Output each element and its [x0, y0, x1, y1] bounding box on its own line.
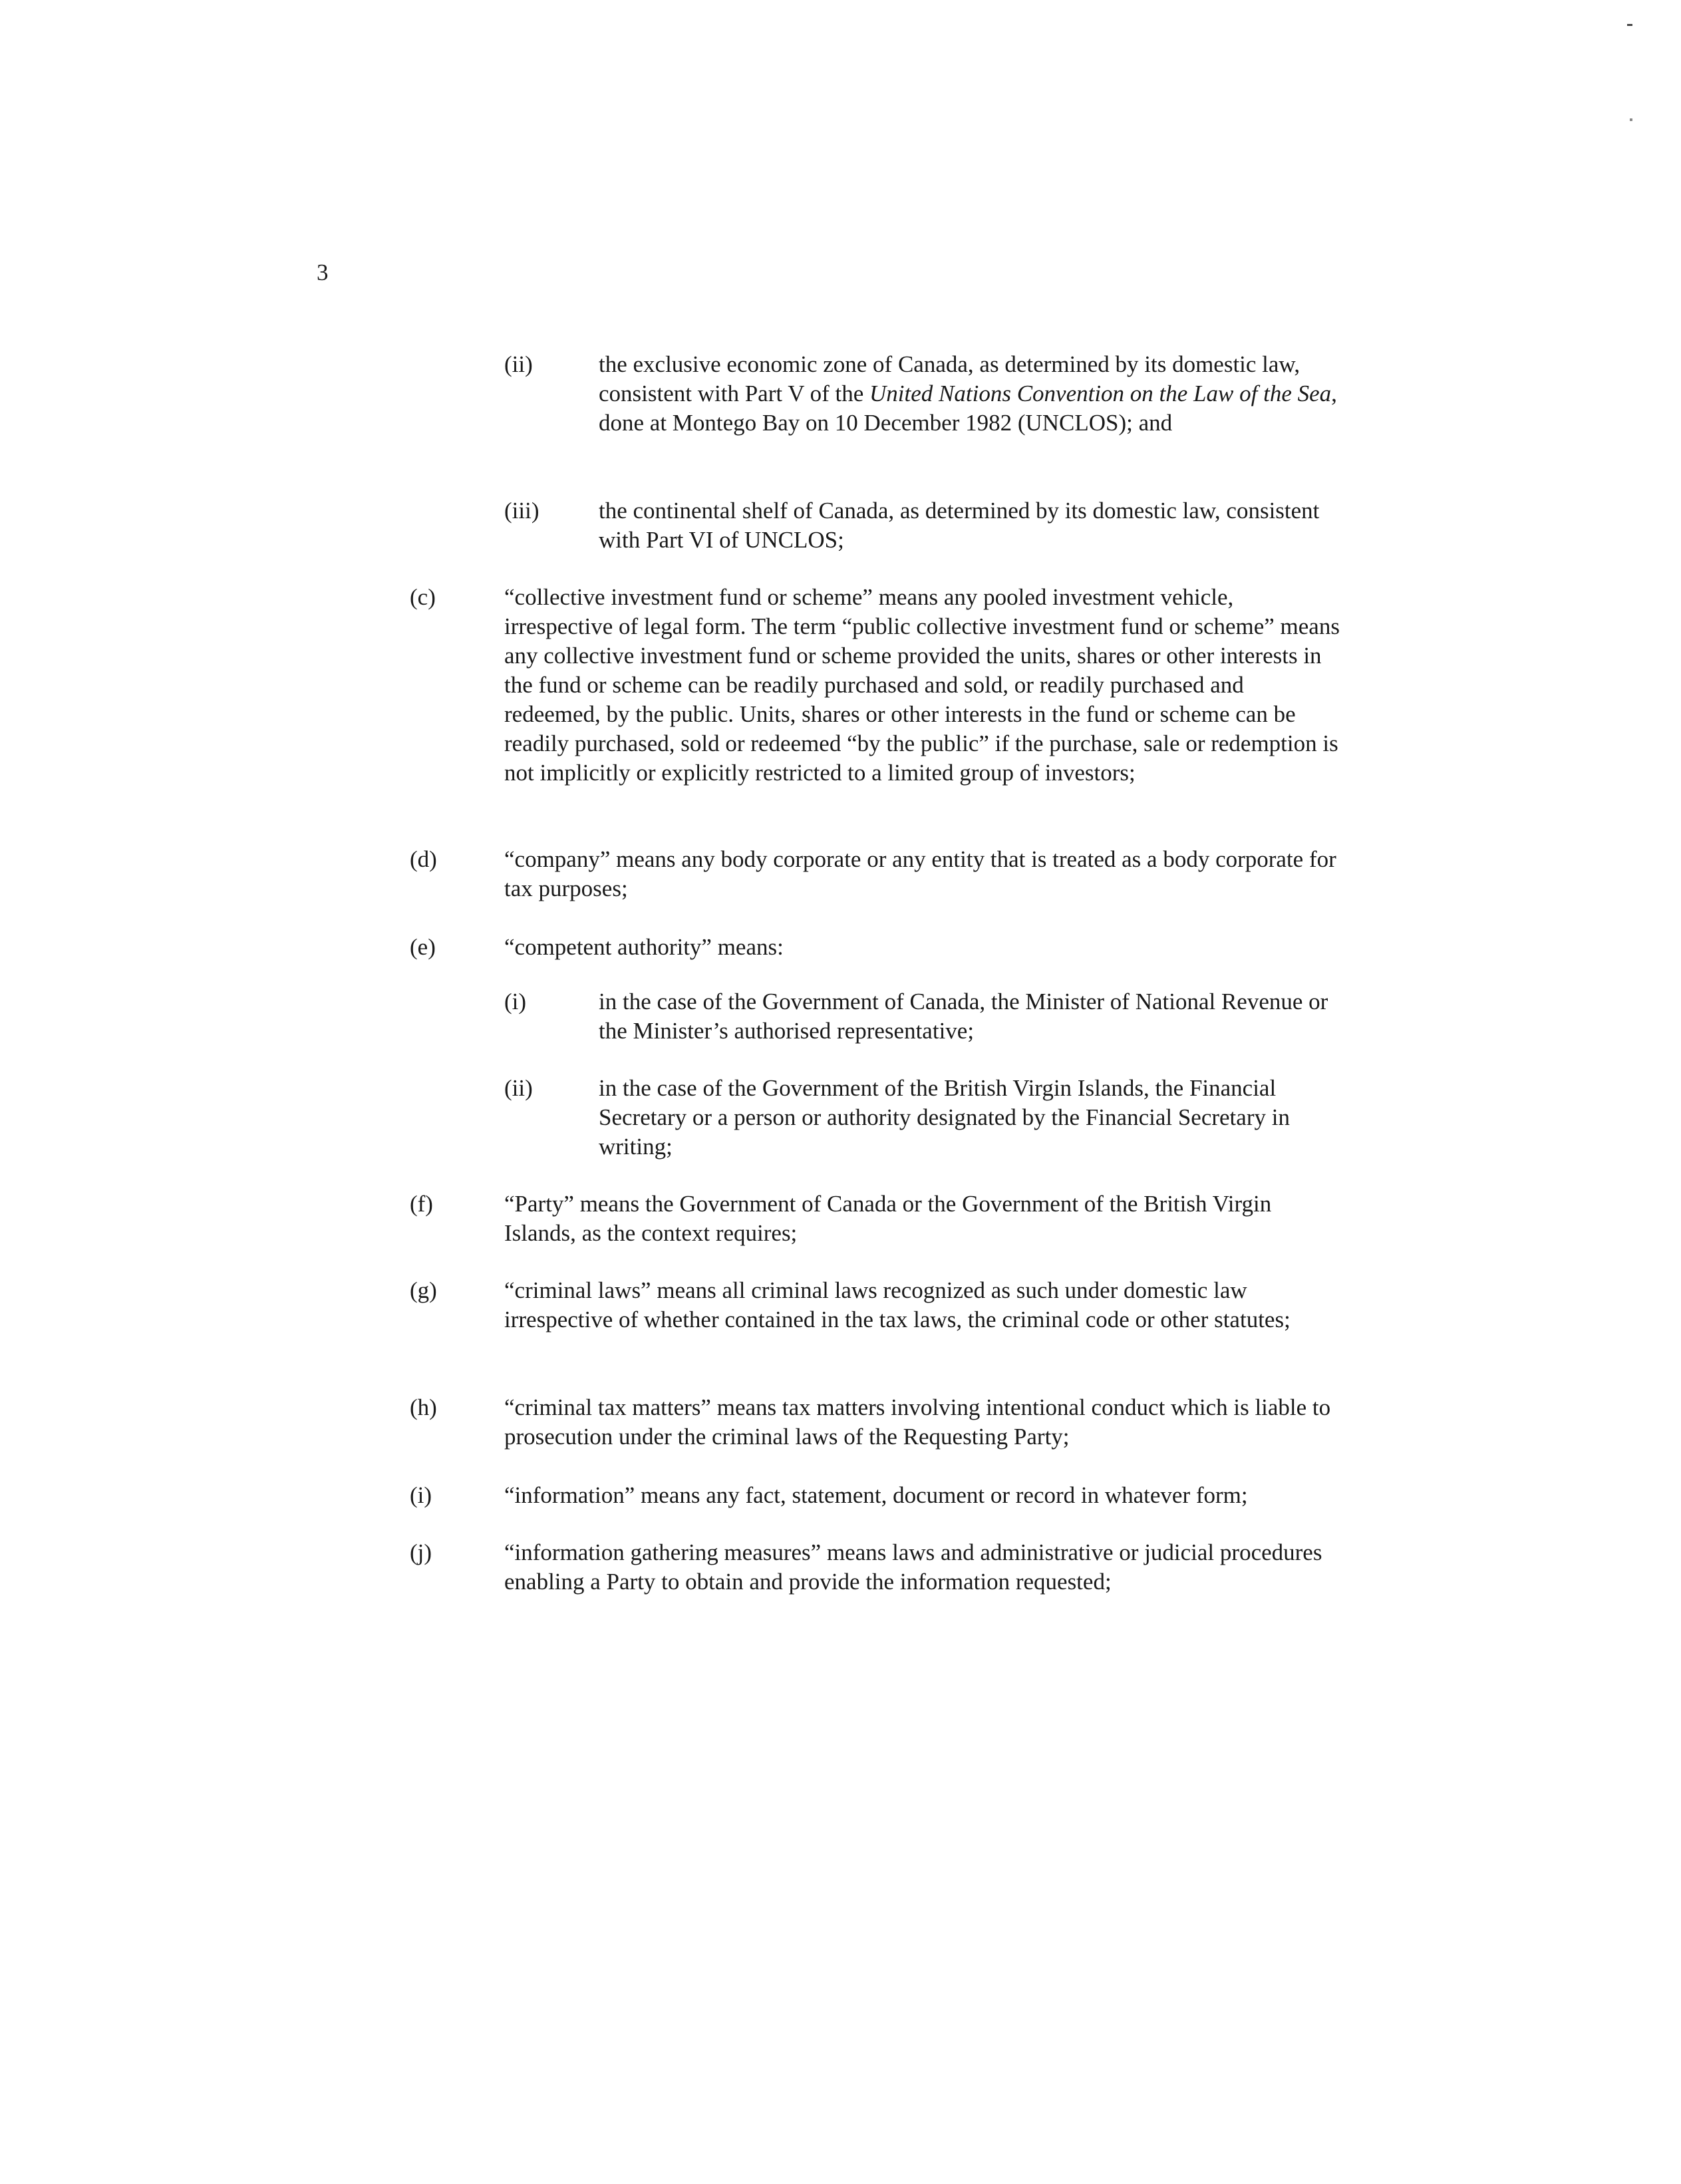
subitem-text: in the case of the Government of Canada, the Minister of National Revenue or the Minister’s authorised representative; — [599, 989, 1328, 1044]
subitem-text-part: the exclusive economic zone of Canada, as determined by its domestic law, consistent with Part V of the — [599, 351, 1300, 406]
subitem-text: the continental shelf of Canada, as determined by its domestic law, consistent with Part VI of UNCLOS; — [599, 498, 1320, 553]
item-text: “collective investment fund or scheme” means any pooled investment vehicle, irrespective of legal form. The term “public collective investment fund or scheme” means any collective investment fund or scheme provided the units, shares or other interests in the fund or scheme can be readily purchased and sold, or readily purchased and redeemed, by the public. Units, shares or other interests in the fund or scheme can be readily purchased, sold or redeemed “by the public” if the purchase, sale or redemption is not implicitly or explicitly restricted to a limited group of investors; — [504, 584, 1340, 786]
subitem-text: in the case of the Government of the British Virgin Islands, the Financial Secretary or a person or authority designated by the Financial Secretary in writing; — [599, 1075, 1290, 1160]
subitem-label: (ii) — [504, 1075, 533, 1101]
item-label: (d) — [410, 846, 437, 872]
subitem-label: (ii) — [504, 351, 533, 377]
item-text: “competent authority” means: — [504, 934, 784, 960]
item-text: “information” means any fact, statement, document or record in whatever form; — [504, 1482, 1248, 1508]
treaty-title: United Nations Convention on the Law of the Sea — [869, 381, 1332, 406]
item-label: (f) — [410, 1191, 433, 1217]
item-label: (i) — [410, 1482, 432, 1508]
subitem-text — [599, 350, 1350, 438]
subitem-label: (i) — [504, 989, 527, 1014]
subitem-label: (iii) — [504, 498, 539, 524]
item-text: “company” means any body corporate or any entity that is treated as a body corporate for tax purposes; — [504, 846, 1336, 901]
item-label: (j) — [410, 1539, 432, 1565]
scan-mark — [1630, 118, 1632, 121]
item-text: “criminal laws” means all criminal laws recognized as such under domestic law irrespective of whether contained in the tax laws, the criminal code or other statutes; — [504, 1277, 1291, 1332]
item-text: “criminal tax matters” means tax matters involving intentional conduct which is liable to prosecution under the criminal laws of the Requesting Party; — [504, 1394, 1331, 1450]
item-label: (g) — [410, 1277, 437, 1303]
subitem-text-part: , done at Montego Bay on 10 December 1982 (UNCLOS); and — [599, 381, 1337, 436]
item-text: “information gathering measures” means laws and administrative or judicial procedures enabling a Party to obtain and provide the information requested; — [504, 1539, 1322, 1595]
item-label: (c) — [410, 584, 436, 610]
item-text: “Party” means the Government of Canada or the Government of the British Virgin Islands, as the context requires; — [504, 1191, 1272, 1246]
scan-mark — [1627, 24, 1632, 26]
item-label: (e) — [410, 934, 436, 960]
item-label: (h) — [410, 1394, 437, 1420]
page-number: 3 — [317, 259, 329, 285]
